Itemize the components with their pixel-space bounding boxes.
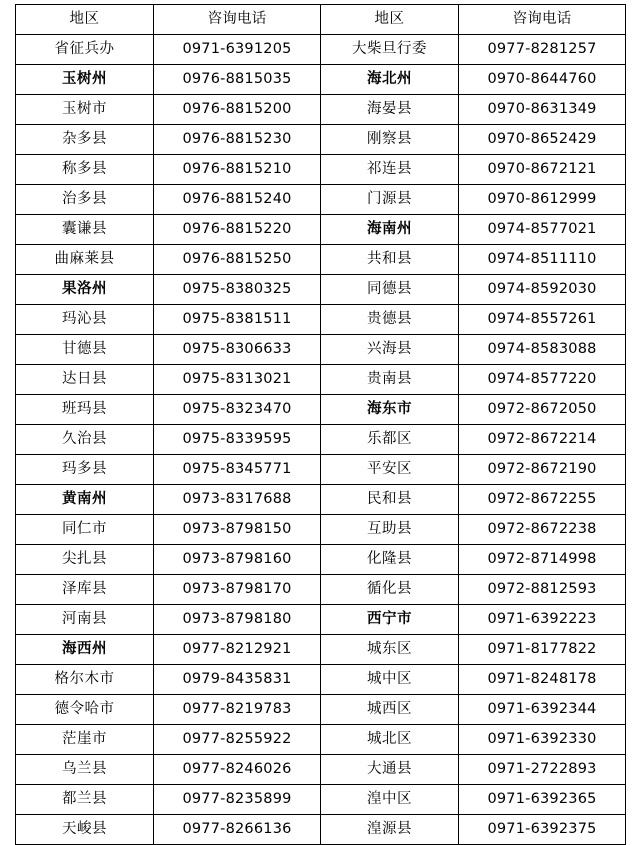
- cell-phone-right: 0970-8612999: [459, 185, 626, 215]
- cell-region-left: 黄南州: [16, 485, 154, 515]
- table-row: [16, 815, 626, 845]
- cell-region-right: 城北区: [321, 725, 459, 755]
- cell-region-right: 西宁市: [321, 605, 459, 635]
- table-row: [16, 65, 626, 95]
- cell-phone-right: 0972-8714998: [459, 545, 626, 575]
- cell-phone-left: 0977-8266136: [154, 815, 321, 845]
- table-header-row: [16, 5, 626, 35]
- table-row: [16, 485, 626, 515]
- cell-phone-right: 0972-8672255: [459, 485, 626, 515]
- cell-phone-left: 0975-8306633: [154, 335, 321, 365]
- table-row: [16, 785, 626, 815]
- conscription-phone-table: [15, 4, 626, 845]
- cell-region-left: 省征兵办: [16, 35, 154, 65]
- cell-region-right: 化隆县: [321, 545, 459, 575]
- cell-phone-right: 0970-8652429: [459, 125, 626, 155]
- cell-phone-left: 0977-8212921: [154, 635, 321, 665]
- cell-region-right: 循化县: [321, 575, 459, 605]
- cell-region-right: 民和县: [321, 485, 459, 515]
- cell-region-left: 格尔木市: [16, 665, 154, 695]
- cell-phone-right: 0971-6392375: [459, 815, 626, 845]
- table-body: [16, 35, 626, 845]
- table-row: [16, 365, 626, 395]
- cell-region-right: 海南州: [321, 215, 459, 245]
- cell-phone-right: 0974-8577021: [459, 215, 626, 245]
- cell-phone-left: 0976-8815250: [154, 245, 321, 275]
- cell-region-left: 玉树市: [16, 95, 154, 125]
- cell-region-left: 德令哈市: [16, 695, 154, 725]
- cell-region-left: 海西州: [16, 635, 154, 665]
- cell-region-right: 城东区: [321, 635, 459, 665]
- cell-region-right: 海东市: [321, 395, 459, 425]
- cell-phone-right: 0974-8583088: [459, 335, 626, 365]
- cell-region-left: 久治县: [16, 425, 154, 455]
- table-row: [16, 515, 626, 545]
- cell-phone-right: 0971-8248178: [459, 665, 626, 695]
- cell-phone-right: 0972-8672214: [459, 425, 626, 455]
- cell-phone-right: 0970-8644760: [459, 65, 626, 95]
- table-row: [16, 245, 626, 275]
- cell-phone-left: 0977-8219783: [154, 695, 321, 725]
- cell-region-right: 祁连县: [321, 155, 459, 185]
- cell-region-right: 大通县: [321, 755, 459, 785]
- cell-region-left: 称多县: [16, 155, 154, 185]
- cell-phone-right: 0972-8672238: [459, 515, 626, 545]
- cell-region-left: 都兰县: [16, 785, 154, 815]
- cell-phone-right: 0971-8177822: [459, 635, 626, 665]
- cell-region-right: 兴海县: [321, 335, 459, 365]
- cell-region-right: 海北州: [321, 65, 459, 95]
- table-row: [16, 695, 626, 725]
- table-row: [16, 335, 626, 365]
- cell-phone-left: 0975-8313021: [154, 365, 321, 395]
- cell-phone-left: 0975-8323470: [154, 395, 321, 425]
- column-header-phone-left: 咨询电话: [154, 5, 321, 35]
- cell-region-left: 果洛州: [16, 275, 154, 305]
- cell-phone-right: 0974-8557261: [459, 305, 626, 335]
- cell-phone-left: 0973-8798180: [154, 605, 321, 635]
- cell-phone-right: 0970-8672121: [459, 155, 626, 185]
- cell-region-left: 玛沁县: [16, 305, 154, 335]
- cell-phone-right: 0971-2722893: [459, 755, 626, 785]
- cell-region-right: 大柴旦行委: [321, 35, 459, 65]
- table-row: [16, 185, 626, 215]
- table-row: [16, 95, 626, 125]
- table-row: [16, 665, 626, 695]
- cell-phone-left: 0973-8317688: [154, 485, 321, 515]
- cell-region-left: 治多县: [16, 185, 154, 215]
- cell-phone-left: 0975-8345771: [154, 455, 321, 485]
- table-row: [16, 455, 626, 485]
- cell-phone-right: 0972-8812593: [459, 575, 626, 605]
- table-row: [16, 155, 626, 185]
- cell-region-right: 城西区: [321, 695, 459, 725]
- cell-region-right: 乐都区: [321, 425, 459, 455]
- cell-region-left: 达日县: [16, 365, 154, 395]
- cell-region-left: 囊谦县: [16, 215, 154, 245]
- cell-region-right: 贵南县: [321, 365, 459, 395]
- cell-region-left: 同仁市: [16, 515, 154, 545]
- table-row: [16, 425, 626, 455]
- table-row: [16, 725, 626, 755]
- table-row: [16, 35, 626, 65]
- cell-region-right: 门源县: [321, 185, 459, 215]
- cell-phone-right: 0970-8631349: [459, 95, 626, 125]
- cell-region-left: 茫崖市: [16, 725, 154, 755]
- cell-region-right: 同德县: [321, 275, 459, 305]
- cell-region-left: 河南县: [16, 605, 154, 635]
- cell-region-left: 玛多县: [16, 455, 154, 485]
- cell-phone-left: 0976-8815035: [154, 65, 321, 95]
- cell-region-left: 玉树州: [16, 65, 154, 95]
- cell-phone-right: 0972-8672050: [459, 395, 626, 425]
- cell-region-left: 班玛县: [16, 395, 154, 425]
- cell-phone-left: 0976-8815240: [154, 185, 321, 215]
- cell-phone-left: 0975-8380325: [154, 275, 321, 305]
- cell-region-right: 湟中区: [321, 785, 459, 815]
- cell-region-left: 天峻县: [16, 815, 154, 845]
- table-row: [16, 635, 626, 665]
- cell-phone-right: 0974-8592030: [459, 275, 626, 305]
- table-row: [16, 575, 626, 605]
- cell-region-right: 城中区: [321, 665, 459, 695]
- cell-region-right: 贵德县: [321, 305, 459, 335]
- cell-region-right: 共和县: [321, 245, 459, 275]
- table-row: [16, 125, 626, 155]
- cell-phone-left: 0973-8798150: [154, 515, 321, 545]
- cell-phone-right: 0972-8672190: [459, 455, 626, 485]
- cell-region-left: 尖扎县: [16, 545, 154, 575]
- cell-phone-left: 0973-8798160: [154, 545, 321, 575]
- cell-phone-left: 0976-8815210: [154, 155, 321, 185]
- cell-phone-left: 0977-8235899: [154, 785, 321, 815]
- table-row: [16, 215, 626, 245]
- cell-phone-right: 0971-6392365: [459, 785, 626, 815]
- cell-phone-left: 0979-8435831: [154, 665, 321, 695]
- cell-region-right: 湟源县: [321, 815, 459, 845]
- cell-region-right: 海晏县: [321, 95, 459, 125]
- cell-phone-left: 0976-8815220: [154, 215, 321, 245]
- cell-phone-left: 0971-6391205: [154, 35, 321, 65]
- column-header-phone-right: 咨询电话: [459, 5, 626, 35]
- cell-region-right: 刚察县: [321, 125, 459, 155]
- cell-region-right: 平安区: [321, 455, 459, 485]
- cell-region-left: 杂多县: [16, 125, 154, 155]
- cell-region-left: 泽库县: [16, 575, 154, 605]
- cell-phone-left: 0976-8815200: [154, 95, 321, 125]
- cell-phone-left: 0975-8339595: [154, 425, 321, 455]
- table-row: [16, 545, 626, 575]
- cell-phone-right: 0971-6392330: [459, 725, 626, 755]
- cell-phone-left: 0977-8255922: [154, 725, 321, 755]
- cell-region-left: 曲麻莱县: [16, 245, 154, 275]
- table-row: [16, 605, 626, 635]
- cell-phone-right: 0971-6392223: [459, 605, 626, 635]
- cell-phone-right: 0974-8577220: [459, 365, 626, 395]
- cell-phone-right: 0977-8281257: [459, 35, 626, 65]
- cell-phone-right: 0974-8511110: [459, 245, 626, 275]
- cell-phone-left: 0973-8798170: [154, 575, 321, 605]
- table-header: [16, 5, 626, 35]
- table-row: [16, 305, 626, 335]
- table-row: [16, 275, 626, 305]
- cell-region-left: 甘德县: [16, 335, 154, 365]
- cell-phone-right: 0971-6392344: [459, 695, 626, 725]
- document-page: [0, 4, 641, 837]
- cell-phone-left: 0975-8381511: [154, 305, 321, 335]
- cell-region-left: 乌兰县: [16, 755, 154, 785]
- cell-phone-left: 0977-8246026: [154, 755, 321, 785]
- table-row: [16, 755, 626, 785]
- cell-phone-left: 0976-8815230: [154, 125, 321, 155]
- column-header-region-right: 地区: [321, 5, 459, 35]
- table-row: [16, 395, 626, 425]
- column-header-region-left: 地区: [16, 5, 154, 35]
- cell-region-right: 互助县: [321, 515, 459, 545]
